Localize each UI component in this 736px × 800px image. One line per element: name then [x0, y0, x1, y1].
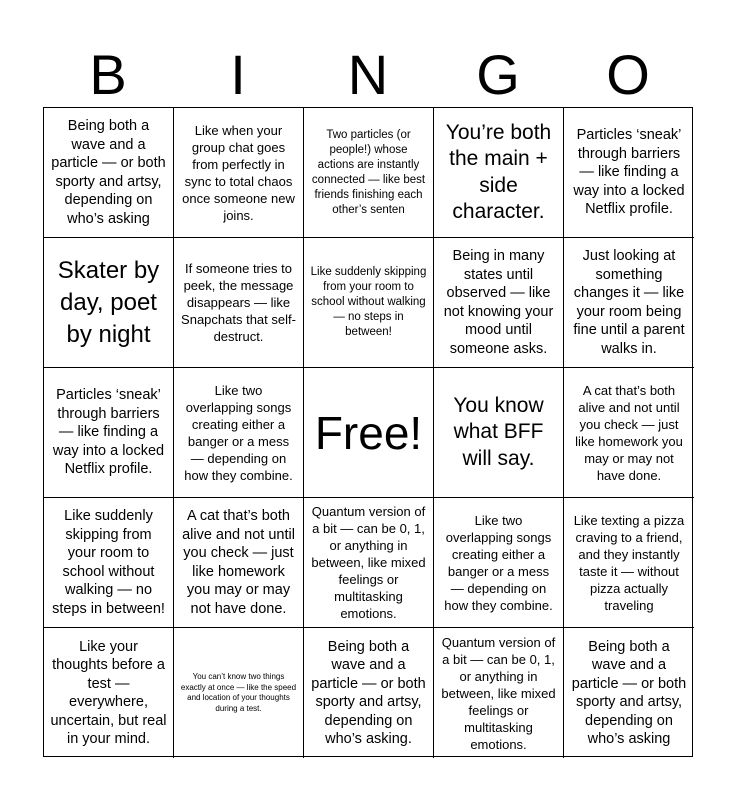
- cell-text: Like two overlapping songs creating either a banger or a mess — depending on how they combine.: [184, 382, 293, 483]
- bingo-cell[interactable]: [434, 628, 564, 758]
- bingo-cell[interactable]: [434, 108, 564, 238]
- cell-text: Particles ‘sneak’ through barriers — like finding a way into a locked Netflix profile.: [52, 387, 165, 478]
- bingo-cell[interactable]: [44, 628, 174, 758]
- cell-text: You’re both the main + side character.: [445, 120, 552, 223]
- bingo-cell[interactable]: [434, 368, 564, 498]
- header-letter-n: N: [347, 43, 389, 106]
- cell-text: Like suddenly skipping from your room to school without walking — no steps in between!: [310, 266, 427, 338]
- free-space-text: Free!: [314, 406, 423, 459]
- cell-text: Being both a wave and a particle — or both sporty and artsy, depending on who’s asking: [51, 118, 166, 227]
- free-space-cell[interactable]: [304, 368, 434, 498]
- cell-text: Two particles (or people!) whose actions are instantly connected — like best friends finishing each other’s senten: [311, 128, 426, 216]
- bingo-cell[interactable]: [434, 498, 564, 628]
- bingo-cell[interactable]: [44, 498, 174, 628]
- bingo-cell[interactable]: [174, 108, 304, 238]
- bingo-cell[interactable]: [304, 628, 434, 758]
- cell-text: Just looking at something changes it — like your room being fine until a parent walks in.: [573, 248, 685, 357]
- header-letter-i: I: [230, 43, 246, 106]
- bingo-cell[interactable]: [564, 368, 694, 498]
- bingo-cell[interactable]: [304, 238, 434, 368]
- cell-text: A cat that’s both alive and not until you check — just like homework you may or may not have done.: [575, 382, 683, 483]
- bingo-cell[interactable]: [174, 628, 304, 758]
- cell-text: Like texting a pizza craving to a friend, and they instantly taste it — without pizza actually traveling: [573, 512, 685, 613]
- cell-text: You can’t know two things exactly at once — like the speed and location of your thoughts during a test.: [180, 672, 297, 713]
- bingo-cell[interactable]: [44, 238, 174, 368]
- bingo-cell[interactable]: [564, 498, 694, 628]
- bingo-cell[interactable]: [564, 108, 694, 238]
- cell-text: Being both a wave and a particle — or both sporty and artsy, depending on who’s asking: [571, 638, 687, 747]
- bingo-cell[interactable]: [564, 238, 694, 368]
- bingo-cell[interactable]: [304, 498, 434, 628]
- cell-text: Particles ‘sneak’ through barriers — like finding a way into a locked Netflix profile.: [573, 127, 685, 218]
- bingo-grid: [43, 107, 693, 757]
- cell-text: Like when your group chat goes from perfectly in sync to total chaos once someone new joins.: [182, 122, 295, 223]
- cell-text: Like suddenly skipping from your room to school without walking — no steps in between!: [52, 508, 165, 617]
- bingo-cell[interactable]: [44, 368, 174, 498]
- bingo-header: [43, 42, 693, 108]
- header-letter-b: B: [89, 43, 127, 106]
- cell-text: Being both a wave and a particle — or both sporty and artsy, depending on who’s asking.: [311, 638, 426, 747]
- cell-text: Like your thoughts before a test — everywhere, uncertain, but real in your mind.: [50, 638, 167, 747]
- header-letter-g: G: [476, 43, 520, 106]
- bingo-cell[interactable]: [434, 238, 564, 368]
- bingo-cell[interactable]: [174, 368, 304, 498]
- bingo-cell[interactable]: [174, 238, 304, 368]
- cell-text: If someone tries to peek, the message disappears — like Snapchats that self-destruct.: [181, 261, 296, 344]
- cell-text: Skater by day, poet by night: [57, 256, 160, 348]
- cell-text: You know what BFF will say.: [453, 393, 544, 470]
- bingo-cell[interactable]: [304, 108, 434, 238]
- bingo-cell[interactable]: [564, 628, 694, 758]
- cell-text: Quantum version of a bit — can be 0, 1, or anything in between, like mixed feelings or multitasking emotions.: [311, 504, 426, 621]
- cell-text: Quantum version of a bit — can be 0, 1, or anything in between, like mixed feelings or multitasking emotions.: [441, 634, 556, 752]
- cell-text: Like two overlapping songs creating either a banger or a mess — depending on how they combine.: [444, 512, 553, 613]
- cell-text: Being in many states until observed — like not knowing your mood until someone asks.: [443, 248, 554, 357]
- bingo-cell[interactable]: [44, 108, 174, 238]
- bingo-cell[interactable]: [174, 498, 304, 628]
- cell-text: A cat that’s both alive and not until you check — just like homework you may or may not have done.: [182, 508, 295, 617]
- header-letter-o: O: [606, 43, 650, 106]
